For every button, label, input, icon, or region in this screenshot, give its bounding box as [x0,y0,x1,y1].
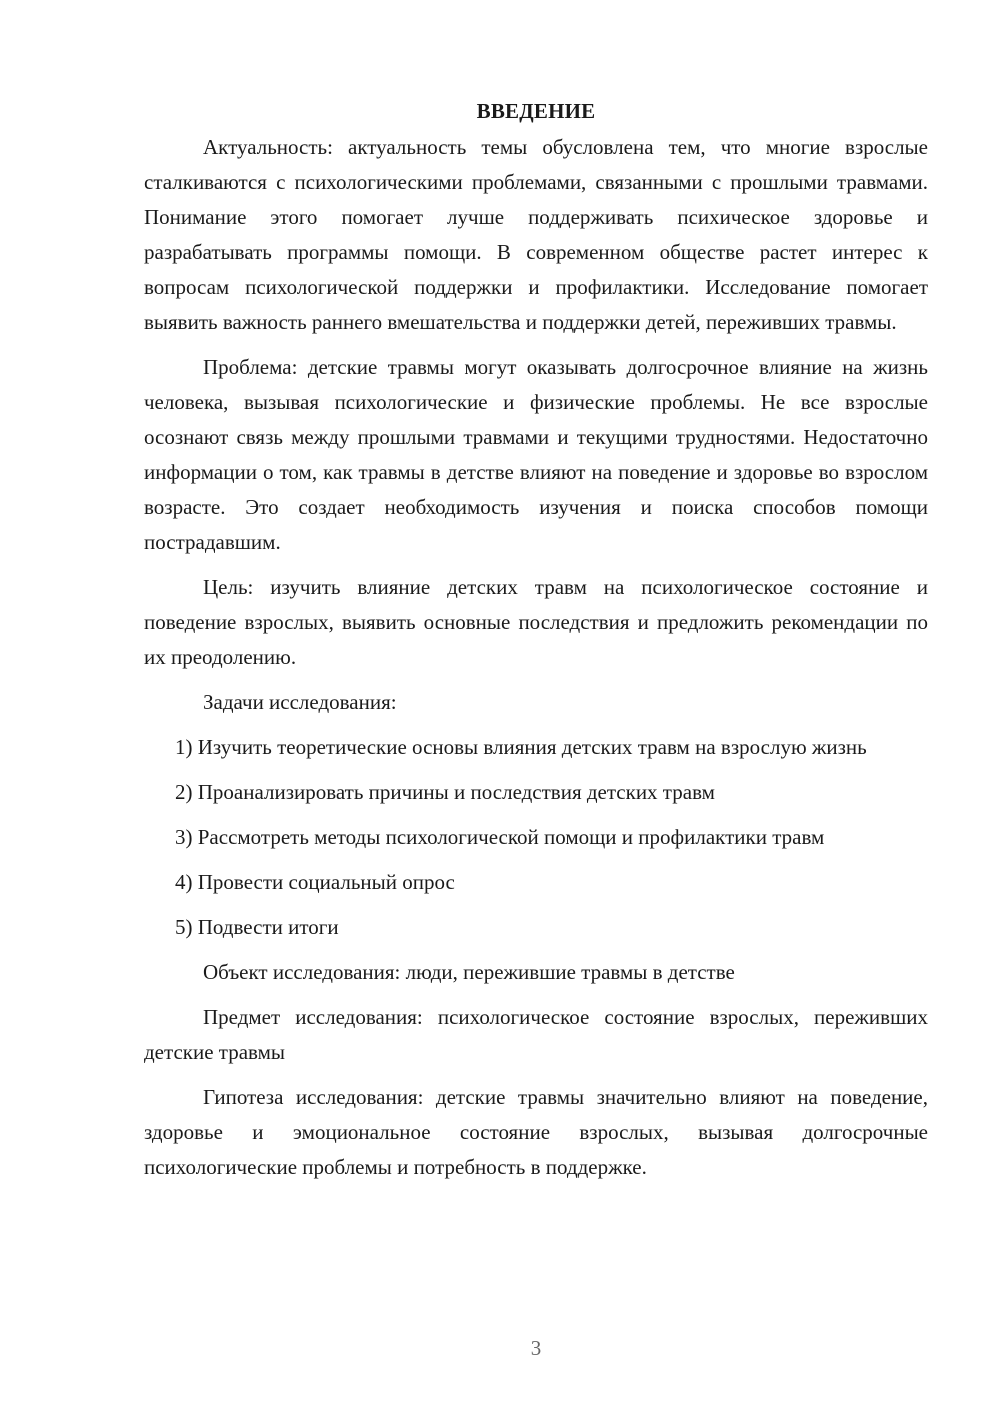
page-number: 3 [530,1336,542,1360]
task-item-3: 3) Рассмотреть методы психологической помощи и профилактики травм [175,825,825,849]
task-item-1: 1) Изучить теоретические основы влияния детских травм на взрослую жизнь [175,735,867,759]
paragraph-hypothesis: Гипотеза исследования: детские травмы значительно влияют на поведение, здоровье и эмоциональное состояние взрослых, вызывая долгосрочные психологические проблемы и потребность в поддержке. [144,1085,928,1179]
paragraph-subject: Предмет исследования: психологическое состояние взрослых, переживших детские травмы [144,1005,928,1064]
paragraph-goal: Цель: изучить влияние детских травм на психологическое состояние и поведение взрослых, выявить основные последствия и предложить рекомендации по их преодолению. [144,575,928,669]
paragraph-problem: Проблема: детские травмы могут оказывать долгосрочное влияние на жизнь человека, вызывая психологические и физические проблемы. Не все взрослые осознают связь между прошлыми травмами и текущими трудностями. Недостаточно информации о том, как травмы в детстве влияют на поведение и здоровье во взрослом возрасте. Это создает необходимость изучения и поиска способов помощи пострадавшим. [144,355,928,554]
task-item-5: 5) Подвести итоги [175,915,339,939]
task-item-2: 2) Проанализировать причины и последствия детских травм [175,780,715,804]
section-title: ВВЕДЕНИЕ [476,99,596,123]
page-content [144,94,928,1185]
paragraph-relevance: Актуальность: актуальность темы обусловлена тем, что многие взрослые сталкиваются с психологическими проблемами, связанными с прошлыми травмами. Понимание этого помогает лучше поддерживать психическое здоровье и разрабатывать программы помощи. В современном обществе растет интерес к вопросам психологической поддержки и профилактики. Исследование помогает выявить важность раннего вмешательства и поддержки детей, переживших травмы. [144,135,928,334]
task-item-4: 4) Провести социальный опрос [175,870,455,894]
paragraph-object: Объект исследования: люди, пережившие травмы в детстве [203,960,735,984]
paragraph-tasks-heading: Задачи исследования: [203,690,397,714]
